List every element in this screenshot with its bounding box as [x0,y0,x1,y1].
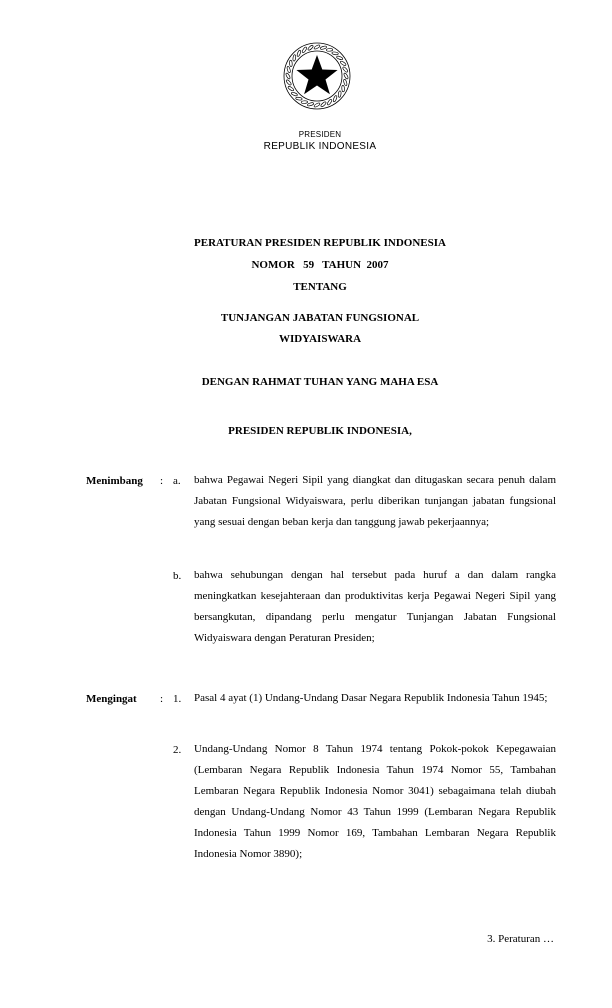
heading-subject-2: WIDYAISWARA [278,333,362,345]
mengingat-item-text: Pasal 4 ayat (1) Undang-Undang Dasar Negara Republik Indonesia Tahun 1945; [194,692,548,704]
menimbang-colon: : [160,475,164,487]
heading-tentang: TENTANG [293,281,347,293]
page-continuation: 3. Peraturan … [487,933,554,945]
mengingat-item-marker: 1. [173,693,182,705]
heading-subject: TUNJANGAN JABATAN FUNGSIONAL [220,312,420,324]
menimbang-item-marker: a. [173,475,181,487]
mengingat-colon: : [160,693,164,705]
mengingat-item-text: Undang-Undang Nomor 8 Tahun 1974 tentang Pokok-pokok Kepegawaian (Lembaran Negara Republik Indonesia Tahun 1974 Nomor 55, Tambahan Lembaran Negara Republik Indonesia Nomor 3041) sebagaimana telah diubah dengan Undang-Undang Nomor 43 Tahun 1999 (Lembaran Negara Republik Indonesia Tahun 1999 Nomor 169, Tambahan Lembaran Negara Republik Indonesia Nomor 3890); [194,743,556,860]
mengingat-item-marker: 2. [173,744,182,756]
header-republik-indonesia: REPUBLIK INDONESIA [263,141,377,152]
heading-number: NOMOR 59 TAHUN 2007 [251,259,389,271]
header-presiden: PRESIDEN [298,130,342,139]
menimbang-item-text: bahwa sehubungan dengan hal tersebut pada huruf a dan dalam rangka meningkatkan kesejahteraan dan produktivitas kerja Pegawai Negeri Sipil yang bersangkutan, dipandang perlu mengatur Tunjangan Jabatan Fungsional Widyaiswara dengan Peraturan Presiden; [194,569,556,644]
garuda-star-wreath-icon [281,40,353,112]
menimbang-item-text: bahwa Pegawai Negeri Sipil yang diangkat dan ditugaskan secara penuh dalam Jabatan Fungsional Widyaiswara, perlu diberikan tunjangan jabatan fungsional yang sesuai dengan beban kerja dan tanggung jawab pekerjaannya; [194,474,556,528]
heading-invocation: DENGAN RAHMAT TUHAN YANG MAHA ESA [201,376,439,388]
mengingat-label: Mengingat [86,693,137,705]
menimbang-item-marker: b. [173,570,182,582]
menimbang-label: Menimbang [86,475,143,487]
heading-regulation-title: PERATURAN PRESIDEN REPUBLIK INDONESIA [194,237,446,249]
heading-president: PRESIDEN REPUBLIK INDONESIA, [228,425,412,437]
